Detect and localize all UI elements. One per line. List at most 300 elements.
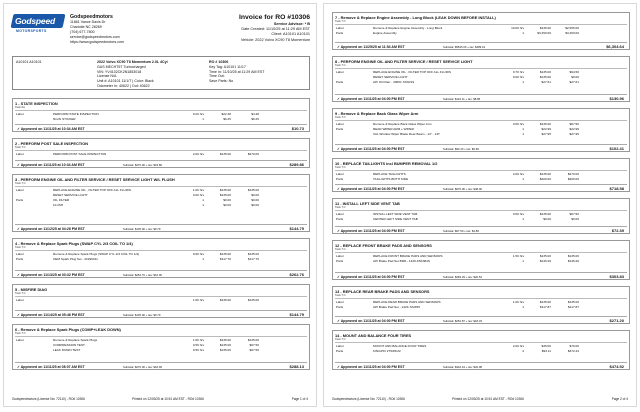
job-title: 8 - PERFORM ENGINE OIL AND FILTER SERVICE / RESET SERVICE LIGHT (335, 59, 473, 64)
line-item-type: Parts (336, 305, 344, 309)
approval-status (337, 44, 405, 50)
approval-status (337, 364, 405, 370)
job-title: 14 - MOUNT AND BALANCE FOUR TIRES (335, 333, 412, 338)
line-item-description: VAL Window Wiper Blade Rear Beam - 14" - 14T (373, 132, 440, 136)
job-total: $718.58 (609, 186, 624, 191)
line-item-description: OEM Spark Plug Set - 32290311 (53, 257, 98, 261)
line-item-rate: $135.00 (539, 26, 551, 30)
line-item-rate: $93.11 (541, 349, 551, 353)
approval-text: Approved on 11/11/25 at 08:07 AM EST (20, 365, 85, 369)
line-item-quantity: 1 (202, 257, 204, 261)
vehicle-line: Unit #: A10101 11/1/T | Color: Black (97, 79, 154, 84)
line-item-type: Labor (336, 172, 344, 176)
line-item-amount: $270.00 (567, 172, 579, 176)
job-subtotal: Subtotal: $122.11 + tax: $8.85 (443, 97, 481, 101)
line-item-quantity: 1 (522, 80, 524, 84)
line-item-amount: $270.00 (247, 152, 259, 156)
line-item-description: MOUNT AND BALANCE FOUR TIRES (373, 344, 427, 348)
job-subtotal: Subtotal: $270.00 + tax: $18.48 (123, 365, 162, 369)
line-item-description: REPLACE ENGINE OIL , FILTER TOP OFF ALL FLUIDS (373, 70, 451, 74)
line-item-type: Parts (16, 198, 24, 202)
line-item-description: REPLACE ENGINE OIL , FILTER TOP OFF ALL FLUIDS (53, 188, 131, 192)
approval-status (17, 162, 85, 168)
job-total: $271.20 (609, 318, 624, 323)
line-item-rate: $135.00 (539, 122, 551, 126)
job-title: 1 - STATE INSPECTION (15, 101, 58, 106)
footer-center: Printed on 12/03/25 at 10:51 AM EST - RO# 10306 (132, 397, 204, 401)
page-header (12, 12, 310, 52)
line-item-type: Labor (336, 300, 344, 304)
line-item-rate: $27.61 (541, 80, 551, 84)
job-section (332, 12, 630, 50)
line-item-quantity: 1 (202, 203, 204, 207)
job-divider (335, 120, 627, 121)
line-item-row (333, 132, 629, 137)
job-task-label: Task T.C (335, 205, 346, 209)
approval-text: Approved on 11/11/25 at 10:34 AM EST (20, 127, 85, 131)
vehicle-line: Odometer In: 40622 | Out: 40622 (97, 83, 150, 88)
line-item-amount: $0.00 (571, 75, 579, 79)
line-item-rate: $135.00 (539, 254, 551, 258)
job-section (332, 56, 630, 102)
job-subtotal: Subtotal: $135.00 + tax: $9.79 (123, 227, 161, 231)
approval-row (15, 362, 307, 369)
job-subtotal: Subtotal: $135.00 + tax: $9.79 (123, 313, 161, 317)
job-task-label: Task T.C (15, 291, 26, 295)
line-item-amount: $0.00 (251, 203, 259, 207)
approval-row (335, 184, 627, 191)
line-item-description: OIL FILTER (53, 198, 70, 202)
line-item-quantity: 2.00 hrs (512, 344, 524, 348)
line-item-quantity: 1.50 hrs (512, 254, 524, 258)
job-task-label: Task T.C (335, 165, 346, 169)
job-total: $72.39 (611, 228, 624, 233)
job-title: 9 - Remove & Replace Back Glass Wiper Arm (335, 111, 419, 116)
line-item-quantity: 0.00 hrs (512, 75, 524, 79)
approval-status (17, 126, 85, 132)
line-item-rate: $135.00 (219, 193, 231, 197)
job-title: 10 - REPLACE TAILLIGHTS incl BUMPER REMOVAL 1/2 (335, 161, 438, 166)
line-item-amount: $67.50 (569, 122, 579, 126)
job-section (12, 98, 310, 132)
footer-center: Printed on 12/03/25 at 10:51 AM EST - RO# 10306 (452, 397, 524, 401)
line-item-description: RESET SERVICE LIGHT (373, 75, 408, 79)
line-item-row (333, 217, 629, 222)
customer-column (16, 60, 96, 65)
ro-line: Key Tag: A10101 11/17 (209, 64, 246, 69)
line-item-type: Labor (336, 70, 344, 74)
line-item-quantity: 1.00 hrs (192, 188, 204, 192)
job-subtotal: Subtotal: $5815.00 + tax: $489.19 (443, 45, 486, 49)
line-item-type: Parts (336, 177, 344, 181)
line-item-type: Labor (336, 344, 344, 348)
line-item-description: REAR WIPER ARM + WIPER (373, 127, 414, 131)
line-item-description: INSTALL LEFT SIDE VENT TAB (373, 212, 418, 216)
line-item-quantity: 0.20 hrs (192, 112, 204, 116)
job-divider (15, 150, 307, 151)
vehicle-line: GAS MECHT5T Turbocharged (97, 64, 146, 69)
line-item-description: REPLACE FRONT BRAKE PADS AND SENSORS (373, 254, 443, 258)
approval-row (335, 272, 627, 279)
checkmark-icon: ✓ (337, 229, 341, 233)
line-item-description: Remove & Replace Spark Plugs (SWAP CYL 2/3 COIL TO 1/4) (53, 252, 140, 256)
job-divider (335, 342, 627, 343)
shop-line: (704) 677-7800 (70, 30, 95, 34)
line-item-amount: $0.00 (251, 198, 259, 202)
line-item-rate: $135.00 (219, 348, 231, 352)
ro-line: Time Out: (209, 74, 225, 79)
line-item-row (13, 298, 309, 303)
line-item-amount: $2,565.00 (565, 26, 579, 30)
job-total: $474.52 (609, 364, 624, 369)
line-item-amount: $0.00 (571, 217, 579, 221)
line-item-description: REPLACE REAR BRAKE PADS AND SENSORS (373, 300, 441, 304)
job-section (12, 284, 310, 318)
line-item-quantity: 1 (202, 198, 204, 202)
line-item-rate: $135.00 (539, 70, 551, 74)
line-item-description: API Oil Filter - 30651 STAR19 (373, 80, 415, 84)
line-item-rate: $22.99 (541, 127, 551, 131)
line-item-amount: $135.00 (567, 300, 579, 304)
line-item-rate: $135.00 (219, 338, 231, 342)
job-task-label: Task T.C (335, 19, 346, 23)
job-divider (335, 68, 627, 69)
approval-row (15, 160, 307, 167)
line-item-description: PERFORM STATE INSPECTION (53, 112, 99, 116)
page-footer (12, 397, 308, 401)
job-total: $130.96 (609, 96, 624, 101)
shop-line: service@godspeedmotors.com (70, 35, 120, 39)
line-item-quantity: 1 (522, 31, 524, 35)
approval-row (335, 94, 627, 101)
job-title: 12 - REPLACE FRONT BRAKE PADS AND SENSORS (335, 243, 432, 248)
line-item-rate: $400.00 (539, 177, 551, 181)
line-item-amount: $67.50 (569, 212, 579, 216)
job-subtotal: Subtotal: $252.76 + tax: $10.00 (123, 273, 162, 277)
checkmark-icon: ✓ (337, 45, 341, 49)
checkmark-icon: ✓ (17, 273, 21, 277)
line-item-row (333, 259, 629, 264)
line-item-rate: $135.00 (539, 75, 551, 79)
line-item-description: NC/AI STICKER (53, 117, 76, 121)
approval-status (17, 364, 85, 370)
job-subtotal: Subtotal: $442.44 + tax: $32.08 (443, 365, 482, 369)
job-title: 3 - PERFORM ENGINE OIL AND FILTER SERVICE / RESET SERVICE LIGHT W/L FLUSH (15, 177, 175, 182)
line-item-amount: $0.00 (251, 193, 259, 197)
footer-left: Godspeedmotors (License No: 72110) - RO# 10306 (12, 397, 85, 401)
line-item-rate: $0.00 (543, 217, 551, 221)
job-divider (335, 252, 627, 253)
line-item-description: REPLACE TAILLIGHTS (373, 172, 406, 176)
logo-text: Godspeed (15, 16, 55, 26)
line-item-quantity: 19.00 hrs (511, 26, 524, 30)
job-subtotal: Subtotal: $270.00 + tax: $19.86 (123, 163, 162, 167)
line-item-amount: $400.00 (567, 177, 579, 181)
checkmark-icon: ✓ (17, 163, 21, 167)
shop-line: Charlotte NC 28269 (70, 25, 102, 29)
line-item-amount: $135.00 (567, 254, 579, 258)
job-divider (15, 336, 307, 337)
footer-left: Godspeedmotors (License No: 72110) - RO# 10306 (332, 397, 405, 401)
line-item-rate: $0.00 (223, 203, 231, 207)
line-item-description: LEAK DOWN TEST (53, 348, 81, 352)
logo-subtext: MOTORSPORTS (16, 29, 47, 33)
line-item-rate: $117.76 (220, 257, 231, 261)
line-item-amount: $135.00 (247, 188, 259, 192)
line-item-description: PERFORM POST SALE INSPECTION (53, 152, 107, 156)
approval-status (337, 274, 405, 280)
line-item-row (333, 31, 629, 36)
line-item-type: Labor (16, 152, 24, 156)
line-item-quantity: 1.00 hrs (192, 298, 204, 302)
shop-logo (12, 14, 64, 36)
line-item-quantity: 2.00 hrs (512, 172, 524, 176)
checkmark-icon: ✓ (337, 97, 341, 101)
approval-status (337, 186, 405, 192)
job-subtotal: Subtotal: $67.50 + tax: $4.89 (443, 229, 479, 233)
job-section (332, 240, 630, 280)
checkmark-icon: ✓ (17, 313, 21, 317)
shop-address (70, 14, 190, 45)
approval-status (337, 228, 405, 234)
job-divider (15, 296, 307, 297)
job-total: $289.86 (289, 162, 304, 167)
line-item-row (333, 305, 629, 310)
job-section (12, 138, 310, 168)
line-item-amount: $3,250.00 (565, 31, 579, 35)
line-item-amount: $22.99 (569, 127, 579, 131)
line-item-type: Labor (336, 122, 344, 126)
line-item-rate: $6.25 (223, 117, 231, 121)
job-title: 5 - MISFIRE DIAG (15, 287, 48, 292)
checkmark-icon: ✓ (337, 187, 341, 191)
job-divider (15, 110, 307, 111)
line-item-type: Parts (336, 127, 344, 131)
client-name: Client: A10101 A10101 (271, 32, 310, 37)
checkmark-icon: ✓ (17, 227, 21, 231)
approval-text: Approved on 11/11/25 at 04:00 PM EST (340, 97, 405, 101)
job-title: 7 - Remove & Replace Engine Assembly - Long Block (LEAK DOWN BEFORE INSTALL) (335, 15, 496, 20)
invoice-summary (190, 14, 310, 43)
line-item-row (13, 117, 309, 122)
job-section (12, 174, 310, 232)
job-subtotal: Subtotal: $670.00 + tax: $48.00 (443, 187, 482, 191)
line-item-rate: $135.00 (219, 343, 231, 347)
ro-line: Time In: 11/10/25 at 11:29 AM EST (209, 69, 265, 74)
job-section (332, 158, 630, 192)
line-item-rate: $35.00 (541, 344, 551, 348)
line-item-row (333, 177, 629, 182)
approval-status (17, 272, 85, 278)
line-item-rate: $135.00 (539, 300, 551, 304)
line-item-quantity: 1 (202, 117, 204, 121)
job-divider (15, 250, 307, 251)
line-item-type: Parts (336, 349, 344, 353)
approval-row (335, 362, 627, 369)
job-divider (335, 24, 627, 25)
invoice-page-2 (323, 3, 637, 407)
line-item-amount: $372.44 (567, 349, 579, 353)
line-item-description: Remove & Replace Engine Assembly - Long Block (373, 26, 443, 30)
line-item-quantity: 1.00 hrs (512, 300, 524, 304)
approval-text: Approved on 11/25/25 at 11:54 AM EST (340, 45, 405, 49)
line-item-row (13, 257, 309, 262)
line-item-row (333, 349, 629, 354)
approval-row (335, 144, 627, 151)
job-total: $144.79 (289, 226, 304, 231)
approval-text: Approved on 11/11/25 at 04:00 PM EST (340, 229, 405, 233)
line-item-amount: $4.48 (251, 112, 259, 116)
ro-title: RO # 10306 (209, 60, 229, 64)
line-item-description: FLUSH (53, 203, 64, 207)
line-item-quantity: 0.70 hrs (512, 70, 524, 74)
line-item-amount: $94.50 (569, 70, 579, 74)
job-divider (335, 298, 627, 299)
approval-row (15, 270, 307, 277)
line-item-rate: $3,250.00 (537, 31, 551, 35)
line-item-quantity: 0.50 hrs (512, 212, 524, 216)
line-item-description: Remove & Replace Back Glass Wiper Arm (373, 122, 432, 126)
shop-line: https://www.godspeedmotors.com (70, 40, 124, 44)
approval-text: Approved on 11/11/25 at 10:34 AM EST (20, 163, 85, 167)
line-item-type: Parts (336, 217, 344, 221)
line-item-type: Parts (16, 257, 24, 261)
approval-status (337, 96, 405, 102)
job-section (12, 238, 310, 278)
line-item-quantity: 1 (522, 177, 524, 181)
line-item-quantity: 1 (522, 127, 524, 131)
job-total: $10.73 (291, 126, 304, 131)
line-item-quantity: 4 (522, 349, 524, 353)
approval-text: Approved on 11/14/25 at 05:46 PM EST (20, 313, 85, 317)
job-task-label: Task T.C (15, 245, 26, 249)
line-item-row (13, 152, 309, 157)
line-item-quantity: 0.90 hrs (192, 252, 204, 256)
approval-text: Approved on 11/11/25 at 04:00 PM EST (340, 187, 405, 191)
line-item-rate: $146.29 (539, 259, 551, 263)
line-item-quantity: 1 (522, 305, 524, 309)
checkmark-icon: ✓ (17, 365, 21, 369)
checkmark-icon: ✓ (17, 127, 21, 131)
line-item-rate: $117.87 (540, 305, 551, 309)
line-item-amount: $146.29 (567, 259, 579, 263)
approval-row (15, 310, 307, 317)
line-item-amount: $6.25 (251, 117, 259, 121)
job-task-label: Task T.C (335, 115, 346, 119)
line-item-rate: $135.00 (219, 188, 231, 192)
shop-line: 11861 Vance Davis Dr (70, 20, 106, 24)
approval-text: Approved on 11/11/25 at 04:00 PM EST (340, 365, 405, 369)
line-item-rate: $135.00 (219, 152, 231, 156)
date-created: Date Created: 11/10/25 at 11:29 AM EST (241, 27, 310, 32)
customer-name: A10101 A10101 (16, 60, 42, 64)
job-title: 4 - Remove & Replace Spark Plugs (SWAP CYL 2/3 COIL TO 1/4) (15, 241, 133, 246)
footer-page-number: Page 2 of 4 (611, 397, 628, 401)
job-task-label: Task #A (15, 105, 25, 109)
job-total: $144.79 (289, 312, 304, 317)
approval-row (335, 316, 627, 323)
line-item-amount: $135.00 (247, 338, 259, 342)
line-item-description: CENTER LEFT SIDE VENT TAB (373, 217, 418, 221)
line-item-row (333, 80, 629, 85)
approval-text: Approved on 11/12/25 at 04:26 PM EST (20, 227, 85, 231)
line-item-description: TAILLIGHTS BOTH SIDE (373, 177, 409, 181)
line-item-type: Parts (336, 80, 344, 84)
approval-row (335, 42, 627, 49)
service-advisor: Service Advisor: * B (273, 22, 310, 26)
job-title: 11 - INSTALL LEFT SIDE VENT TAB (335, 201, 400, 206)
line-item-description: API Brake Pad Set - 1424-7Z2455 (373, 305, 420, 309)
line-item-type: Labor (336, 212, 344, 216)
line-item-quantity: 1.00 hrs (192, 338, 204, 342)
job-section (332, 330, 630, 370)
line-item-amount: $27.95 (569, 132, 579, 136)
job-total: $102.41 (609, 146, 624, 151)
line-item-type: Labor (16, 188, 24, 192)
job-total: $303.83 (609, 274, 624, 279)
approval-row (335, 226, 627, 233)
job-title: 2 - PERFORM POST SALE INSPECTION (15, 141, 89, 146)
line-item-rate: $22.38 (221, 112, 231, 116)
line-item-quantity: 1 (522, 132, 524, 136)
ro-column (209, 60, 309, 84)
job-section (332, 286, 630, 324)
line-item-quantity: 0.50 hrs (512, 122, 524, 126)
line-item-rate: $135.00 (539, 212, 551, 216)
job-divider (335, 170, 627, 171)
line-item-amount: $70.00 (569, 344, 579, 348)
approval-status (337, 146, 405, 152)
job-divider (15, 186, 307, 187)
line-item-row (13, 203, 309, 208)
vehicle-line: VIN: YV4102CK2N1853018 (97, 69, 142, 74)
shop-name: Godspeedmotors (70, 14, 113, 20)
job-total: $6,304.64 (606, 44, 624, 49)
line-item-rate: $135.00 (539, 172, 551, 176)
approval-status (17, 312, 85, 318)
line-item-type: Labor (336, 254, 344, 258)
customer-vehicle-info (12, 56, 310, 90)
line-item-amount: $27.61 (569, 80, 579, 84)
line-item-type: Labor (16, 112, 24, 116)
line-item-description: API Brake Pad Set BRD - 1426-K5K384S (373, 259, 430, 263)
job-task-label: Task T.C (15, 145, 26, 149)
line-item-type: Labor (16, 298, 24, 302)
line-item-description: Remove & Replace Spark Plugs (53, 338, 98, 342)
line-item-amount: $135.00 (247, 252, 259, 256)
line-item-rate: $27.95 (541, 132, 551, 136)
checkmark-icon: ✓ (337, 319, 341, 323)
job-task-label: Task T.C (15, 331, 26, 335)
line-item-type: Labor (16, 338, 24, 342)
line-item-rate: $135.00 (219, 298, 231, 302)
job-total: $288.13 (289, 364, 304, 369)
approval-row (15, 124, 307, 131)
line-item-type: Parts (336, 259, 344, 263)
job-subtotal: Subtotal: $93.43 + tax: $6.99 (443, 147, 479, 151)
job-section (332, 108, 630, 152)
job-title: 13 - REPLACE REAR BRAKE PADS AND SENSORS (335, 289, 430, 294)
invoice-title: Invoice for RO #10306 (238, 14, 310, 21)
checkmark-icon: ✓ (337, 365, 341, 369)
line-item-type: Labor (16, 252, 24, 256)
job-section (12, 324, 310, 370)
approval-text: Approved on 11/11/25 at 04:00 PM EST (340, 319, 405, 323)
job-task-label: Task T.C (335, 337, 346, 341)
line-item-quantity: 0.50 hrs (192, 343, 204, 347)
line-item-amount: $67.50 (249, 343, 259, 347)
line-item-description: Engine Assembly (373, 31, 397, 35)
